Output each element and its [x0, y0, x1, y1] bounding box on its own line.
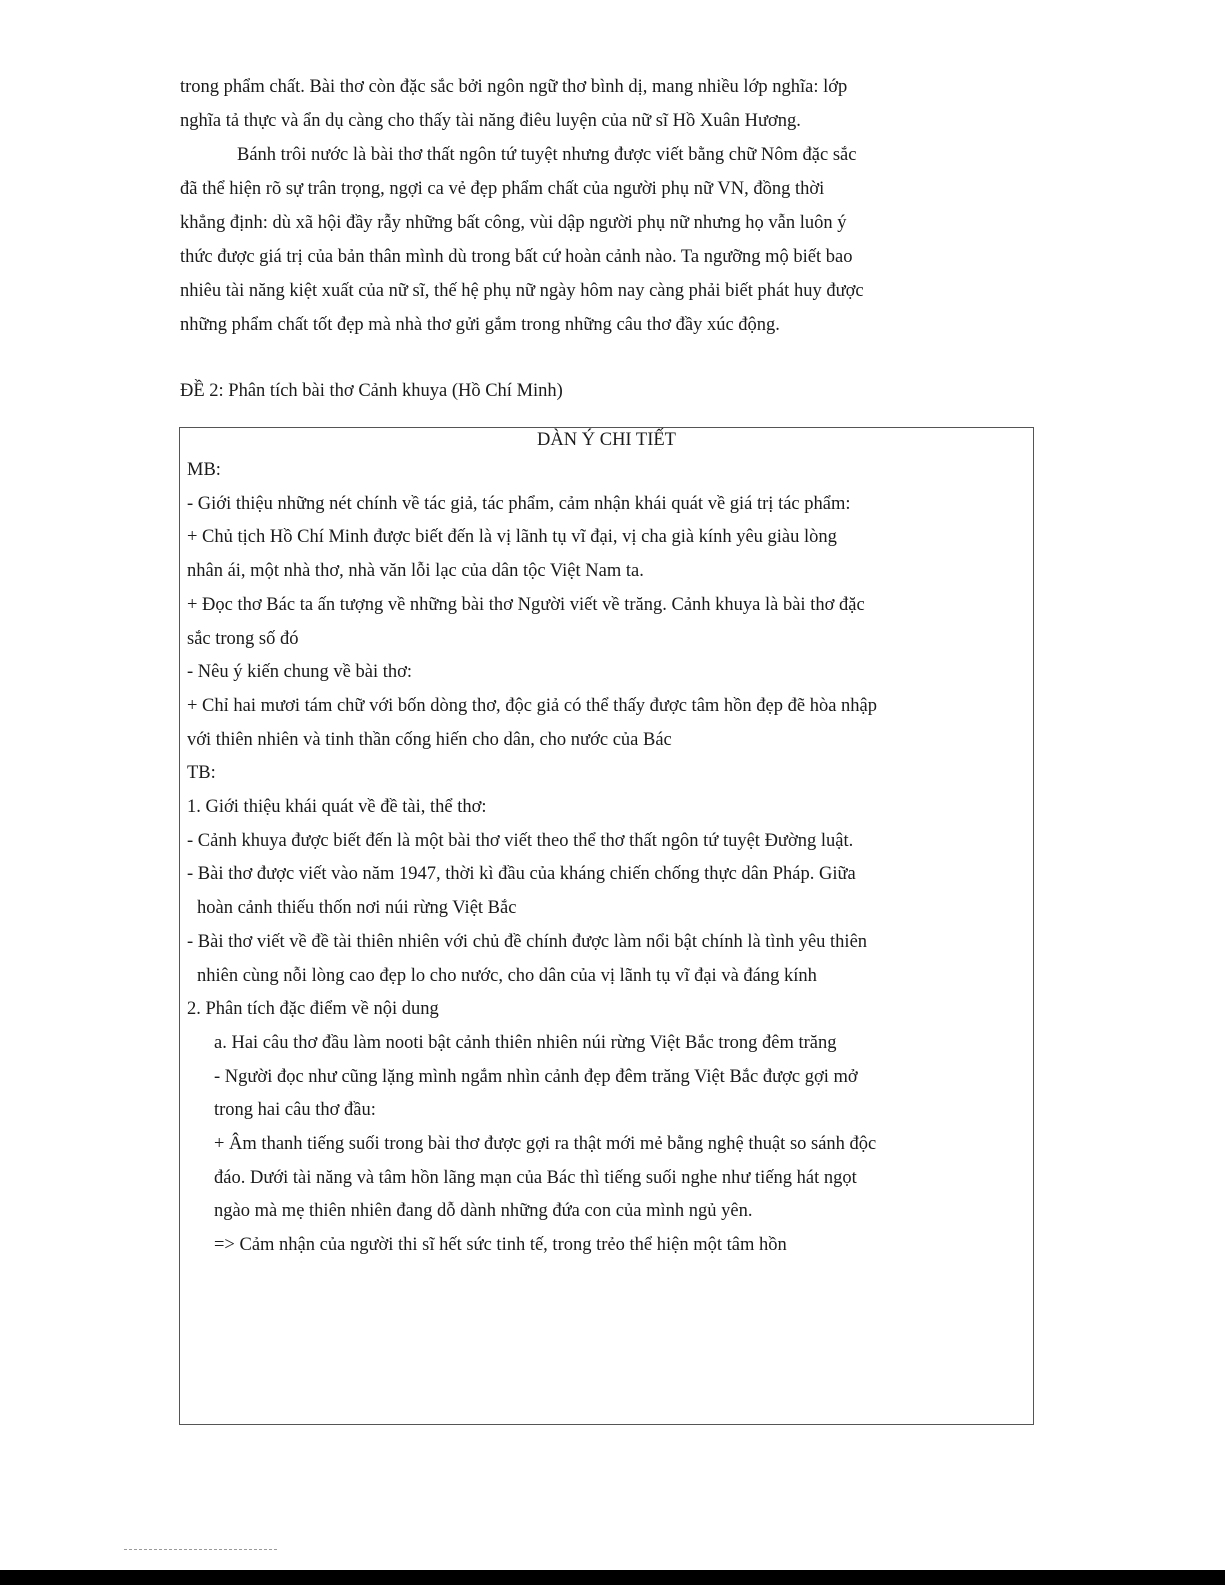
outline-line: TB:	[187, 763, 216, 784]
page-bottom-bar	[0, 1570, 1225, 1585]
outline-line: 1. Giới thiệu khái quát về đề tài, thể thơ:	[187, 797, 487, 818]
outline-line: - Nêu ý kiến chung về bài thơ:	[187, 662, 413, 683]
outline-line: => Cảm nhận của người thi sĩ hết sức tinh tế, trong trẻo thể hiện một tâm hồn	[214, 1235, 787, 1256]
intro-paragraph-2: Bánh trôi nước là bài thơ thất ngôn tứ tuyệt nhưng được viết bằng chữ Nôm đặc sắc đã thể hiện rõ sự trân trọng, ngợi ca vẻ đẹp phẩm chất của người phụ nữ VN, đồng thời khẳng định: dù xã hội đầy rẫy những bất công, vùi dập người phụ nữ nhưng họ vẫn luôn ý thức được giá trị của bản thân mình dù trong bất cứ hoàn cảnh nào. Ta ngưỡng mộ biết bao nhiêu tài năng kiệt xuất của nữ sĩ, thế hệ phụ nữ ngày hôm nay càng phải biết phát huy được những phẩm chất tốt đẹp mà nhà thơ gửi gắm trong những câu thơ đầy xúc động.	[180, 145, 864, 335]
outline-line: 2. Phân tích đặc điểm về nội dung	[187, 999, 439, 1020]
outline-body	[187, 454, 877, 1263]
outline-title: DÀN Ý CHI TIẾT	[537, 430, 676, 450]
footer-divider	[124, 1549, 277, 1550]
intro-paragraph-1: trong phẩm chất. Bài thơ còn đặc sắc bởi ngôn ngữ thơ bình dị, mang nhiều lớp nghĩa: lớp nghĩa tả thực và ẩn dụ càng cho thấy tài năng điêu luyện của nữ sĩ Hồ Xuân Hương.	[180, 77, 848, 131]
outline-line: + Chỉ hai mươi tám chữ với bốn dòng thơ, độc giả có thể thấy được tâm hồn đẹp đẽ hòa nhập với thiên nhiên và tinh thần cống hiến cho dân, cho nước của Bác	[187, 695, 878, 750]
section-heading: ĐỀ 2: Phân tích bài thơ Cảnh khuya (Hồ Chí Minh)	[180, 381, 563, 401]
outline-line: MB:	[187, 460, 221, 480]
outline-line: - Người đọc như cũng lặng mình ngắm nhìn cảnh đẹp đêm trăng Việt Bắc được gợi mở trong hai câu thơ đầu:	[214, 1066, 858, 1121]
outline-line: a. Hai câu thơ đầu làm nooti bật cảnh thiên nhiên núi rừng Việt Bắc trong đêm trăng	[214, 1032, 837, 1053]
outline-line: - Giới thiệu những nét chính về tác giả, tác phẩm, cảm nhận khái quát về giá trị tác phẩm:	[187, 493, 851, 514]
outline-line: + Âm thanh tiếng suối trong bài thơ được gợi ra thật mới mẻ bằng nghệ thuật so sánh độc đáo. Dưới tài năng và tâm hồn lãng mạn của Bác thì tiếng suối nghe như tiếng hát ngọt ngào mà mẹ thiên nhiên đang dỗ dành những đứa con của mình ngủ yên.	[214, 1134, 877, 1222]
outline-line: - Cảnh khuya được biết đến là một bài thơ viết theo thể thơ thất ngôn tứ tuyệt Đường luật.	[187, 830, 854, 851]
outline-line: + Chủ tịch Hồ Chí Minh được biết đến là vị lãnh tụ vĩ đại, vị cha già kính yêu giàu lòng nhân ái, một nhà thơ, nhà văn lỗi lạc của dân tộc Việt Nam ta.	[187, 527, 837, 582]
outline-line: - Bài thơ được viết vào năm 1947, thời kì đầu của kháng chiến chống thực dân Pháp. Giữa hoàn cảnh thiếu thốn nơi núi rừng Việt Bắc	[187, 864, 856, 919]
outline-line: - Bài thơ viết về đề tài thiên nhiên với chủ đề chính được làm nổi bật chính là tình yêu thiên nhiên cùng nỗi lòng cao đẹp lo cho nước, cho dân của vị lãnh tụ vĩ đại và đáng kính	[187, 931, 868, 986]
outline-line: + Đọc thơ Bác ta ấn tượng về những bài thơ Người viết về trăng. Cảnh khuya là bài thơ đặc sắc trong số đó	[187, 594, 865, 649]
intro-section	[180, 70, 870, 342]
outline-box	[179, 427, 1034, 1425]
